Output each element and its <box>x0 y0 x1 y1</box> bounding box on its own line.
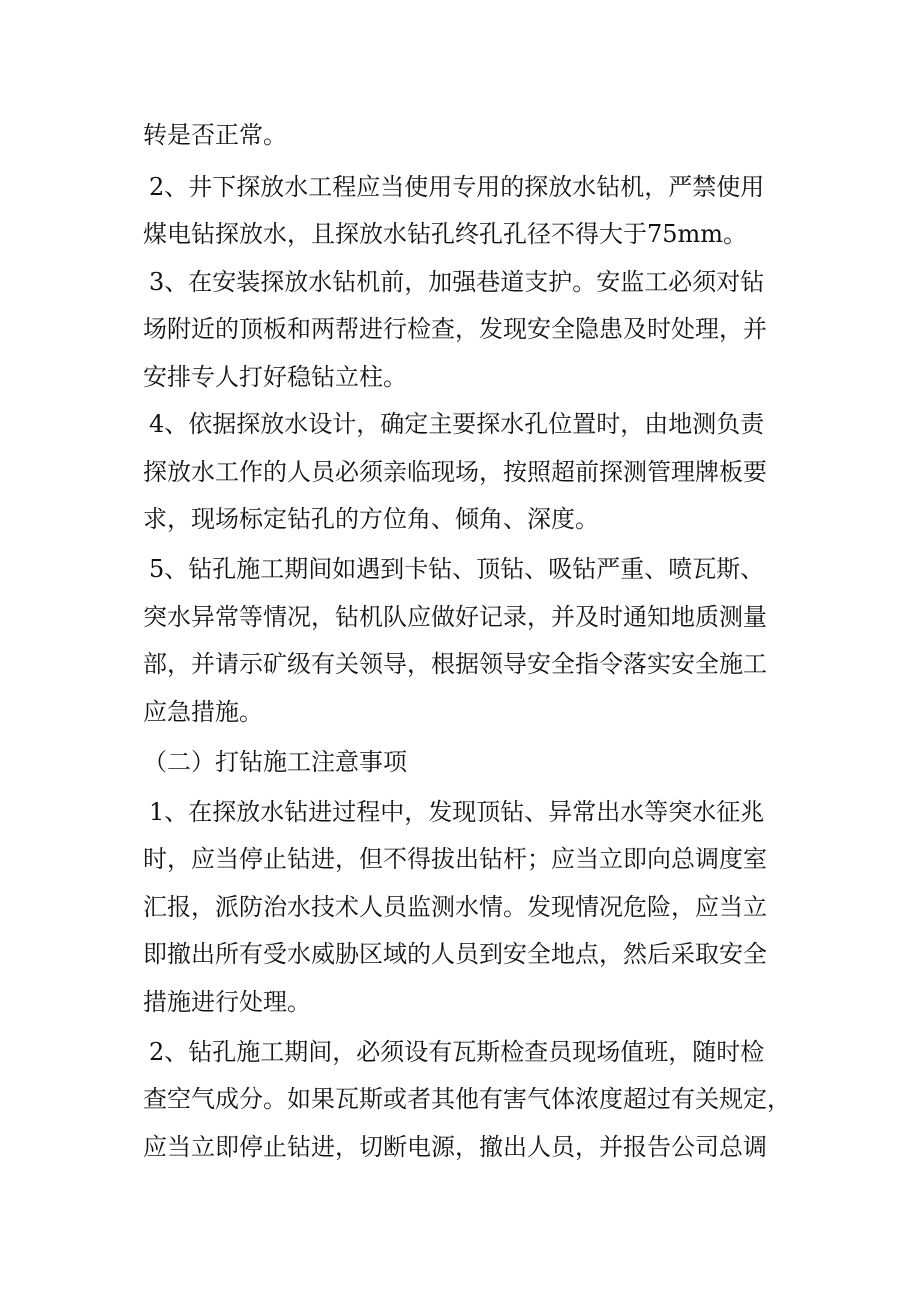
text-line: 部，并请示矿级有关领导，根据领导安全指令落实安全施工 <box>143 650 767 678</box>
text-line: 探放水工作的人员必须亲临现场，按照超前探测管理牌板要 <box>143 458 767 486</box>
text-line: 2、井下探放水工程应当使用专用的探放水钻机，严禁使用 <box>149 173 765 201</box>
section-heading: （二）打钻施工注意事项 <box>143 748 407 776</box>
text-line: 措施进行处理。 <box>143 988 311 1016</box>
text-line: 场附近的顶板和两帮进行检查，发现安全隐患及时处理，并 <box>143 315 767 343</box>
text-line: 应当立即停止钻进，切断电源，撤出人员，并报告公司总调 <box>143 1133 767 1161</box>
text-line: 求，现场标定钻孔的方位角、倾角、深度。 <box>143 505 599 533</box>
text-line: 安排专人打好稳钻立柱。 <box>143 363 407 391</box>
text-line: 应急措施。 <box>143 698 263 726</box>
text-line: 煤电钻探放水，且探放水钻孔终孔孔径不得大于75mm。 <box>143 220 748 248</box>
text-line: 1、在探放水钻进过程中，发现顶钻、异常出水等突水征兆 <box>149 798 765 826</box>
text-line: 突水异常等情况，钻机队应做好记录，并及时通知地质测量 <box>143 603 767 631</box>
text-line: 时，应当停止钻进，但不得拔出钻杆；应当立即向总调度室 <box>143 845 767 873</box>
text-line: 转是否正常。 <box>143 121 287 149</box>
text-line: 5、钻孔施工期间如遇到卡钻、顶钻、吸钻严重、喷瓦斯、 <box>149 555 765 583</box>
text-line: 4、依据探放水设计，确定主要探水孔位置时，由地测负责 <box>149 410 765 438</box>
text-line: 汇报，派防治水技术人员监测水情。发现情况危险，应当立 <box>143 893 767 921</box>
text-line: 即撤出所有受水威胁区域的人员到安全地点，然后采取安全 <box>143 940 767 968</box>
text-line: 3、在安装探放水钻机前，加强巷道支护。安监工必须对钻 <box>149 268 765 296</box>
text-line: 2、钻孔施工期间，必须设有瓦斯检查员现场值班，随时检 <box>149 1038 765 1066</box>
text-line: 查空气成分。如果瓦斯或者其他有害气体浓度超过有关规定， <box>143 1085 791 1113</box>
